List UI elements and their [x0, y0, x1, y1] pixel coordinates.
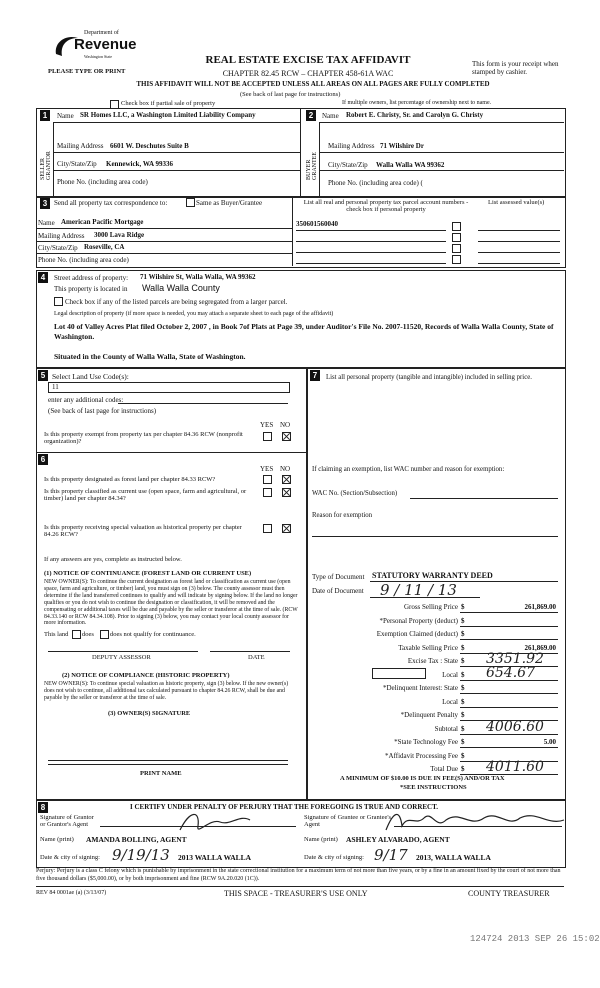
amount-label: Taxable Selling Price	[398, 643, 458, 652]
parcel-4-checkbox[interactable]	[452, 255, 461, 264]
buyer-city[interactable]: Walla Walla WA 99362	[376, 161, 445, 169]
minimum-note: A MINIMUM OF $10.00 IS DUE IN FEE(S) AND/OR TAX	[340, 775, 505, 782]
parcel-number[interactable]: 350601560040	[296, 220, 338, 228]
legal-label: Legal description of property (if more space is needed, you may attach a separate sheet to each page of the affidavit)	[54, 311, 334, 317]
amount-value[interactable]: 3351.92	[486, 651, 544, 667]
s6-no-label: NO	[280, 465, 291, 473]
corr-name-label: Name	[38, 219, 55, 227]
county-treasurer: COUNTY TREASURER	[468, 889, 550, 898]
does-not-label: does not qualify for continuance.	[110, 631, 196, 638]
buyer-city-label: City/State/Zip	[328, 161, 368, 169]
amount-line	[460, 639, 558, 640]
section-7-number: 7	[310, 370, 320, 381]
exempt-no-checkbox[interactable]	[282, 432, 291, 441]
forest-yes-checkbox[interactable]	[263, 475, 272, 484]
forest-question: Is this property designated as forest land per chapter 84.33 RCW?	[44, 476, 216, 483]
amount-value[interactable]: 5.00	[543, 738, 556, 746]
segregated-checkbox[interactable]	[54, 297, 63, 306]
doc-type-label: Type of Document	[312, 573, 365, 581]
grantor-city[interactable]: 2013 WALLA WALLA	[178, 853, 252, 862]
perjury-note: Perjury: Perjury is a class C felony which is punishable by imprisonment in the state correctional institution for a maximum term of not more than five years, or by a fine in an amount fixed by the court of not more than five thousand dollars ($5,000.00), or by both imprisonment and fine (RCW 9A.20.020 (1C)).	[36, 868, 561, 882]
owner-signature-label: (3) OWNER(S) SIGNATURE	[108, 710, 191, 717]
section-6-number: 6	[38, 454, 48, 465]
exempt-question: Is this property exempt from property tax per chapter 84.36 RCW (nonprofit organization)?	[44, 431, 243, 445]
section-8-number: 8	[38, 802, 48, 813]
amount-line	[460, 707, 558, 708]
seller-side-label: SELLER GRANTOR	[40, 151, 52, 180]
grantee-signature-label: Signature of Grantee or Grantee's Agent	[304, 814, 392, 828]
forest-no-checkbox[interactable]	[282, 475, 291, 484]
section-4-number: 4	[38, 272, 48, 283]
current-use-question: Is this property classified as current use (open space, farm and agricultural, or timber) land per chapter 84.34?	[44, 488, 247, 502]
send-correspondence-label: Send all property tax correspondence to:	[54, 199, 168, 207]
s5-no-label: NO	[280, 421, 291, 429]
land-use-value: 11	[52, 383, 59, 391]
historic-no-checkbox[interactable]	[282, 524, 291, 533]
assessed-header: List assessed value(s)	[488, 199, 545, 206]
same-as-buyer-label: Same as Buyer/Grantee	[196, 199, 263, 207]
currency-symbol: $	[461, 670, 465, 679]
currency-symbol: $	[461, 711, 465, 719]
corr-mailing-label: Mailing Address	[38, 232, 85, 240]
reason-label: Reason for exemption	[312, 512, 373, 519]
parcel-3-checkbox[interactable]	[452, 244, 461, 253]
same-as-buyer-checkbox[interactable]	[186, 198, 195, 207]
logo-name: Revenue	[74, 36, 137, 53]
buyer-name[interactable]: Robert E. Christy, Sr. and Carolyn G. Christy	[346, 111, 484, 119]
deputy-assessor-label: DEPUTY ASSESSOR	[92, 654, 151, 661]
currency-symbol: $	[461, 643, 465, 652]
amount-line	[460, 612, 558, 613]
amount-label: Local	[442, 697, 458, 706]
currency-symbol: $	[461, 738, 465, 746]
buyer-mailing[interactable]: 71 Wilshire Dr	[380, 142, 424, 150]
amount-label: Local	[442, 670, 458, 679]
please-type: PLEASE TYPE OR PRINT	[48, 68, 126, 75]
amount-value[interactable]: 261,869.00	[524, 603, 556, 611]
corr-city[interactable]: Roseville, CA	[84, 243, 125, 251]
amount-label: Excise Tax : State	[407, 657, 458, 665]
grantee-signature	[380, 806, 570, 836]
seller-mailing-label: Mailing Address	[57, 142, 104, 150]
section-2-number: 2	[306, 110, 316, 121]
wac-label: WAC No. (Section/Subsection)	[312, 490, 398, 497]
currency-symbol: $	[461, 751, 465, 760]
amount-value[interactable]: 654.67	[486, 664, 535, 681]
revision-label: REV 84 0001ae (a) (3/13/07)	[36, 890, 107, 896]
buyer-side-label: BUYER GRANTEE	[306, 152, 318, 180]
see-back: (See back of last page for instructions)	[240, 91, 341, 98]
multiple-owners-note: If multiple owners, list percentage of ownership next to name.	[342, 100, 492, 106]
notice1-title: (1) NOTICE OF CONTINUANCE (FOREST LAND OR CURRENT USE)	[44, 570, 252, 577]
currency-symbol: $	[461, 684, 465, 692]
grantor-signature-label: Signature of Grantor or Grantor's Agent	[40, 814, 94, 828]
historic-yes-checkbox[interactable]	[263, 524, 272, 533]
legal-description[interactable]: Lot 40 of Valley Acres Plat filed October 2, 2007 , in Book 7of Plats at Page 39, under Auditor's File No. 2007-11520, Records of Walla Walla County, State of Washington.	[54, 322, 554, 341]
grantor-name[interactable]: AMANDA BOLLING, AGENT	[86, 835, 187, 844]
land-use-see-back: (See back of last page for instructions)	[48, 407, 157, 415]
does-label: does	[82, 631, 94, 638]
date-label: DATE	[248, 654, 265, 661]
currency-symbol: $	[461, 765, 465, 773]
amount-line	[460, 693, 558, 694]
street-label: Street address of property:	[54, 274, 129, 282]
currency-symbol: $	[461, 630, 465, 638]
amount-label: Total Due	[430, 765, 458, 773]
grantor-date-label: Date & city of signing:	[40, 854, 100, 861]
logo-state: Washington State	[84, 54, 113, 59]
parcel-header: List all real and personal property tax parcel account numbers - check box if personal property	[303, 199, 469, 213]
does-not-checkbox[interactable]	[100, 630, 109, 639]
receipt-stamp: 124724 2013 SEP 26 15:02	[470, 934, 600, 944]
doc-type-value[interactable]: STATUTORY WARRANTY DEED	[372, 571, 493, 580]
treasurer-use: THIS SPACE - TREASURER'S USE ONLY	[224, 889, 368, 898]
partial-sale-label: Check box if partial sale of property	[121, 100, 216, 107]
seller-phone-label: Phone No. (including area code)	[57, 178, 148, 186]
grantee-city[interactable]: 2013, WALLA WALLA	[416, 853, 491, 862]
seller-city-label: City/State/Zip	[57, 160, 97, 168]
seller-name-label: Name	[57, 112, 74, 120]
this-land-label: This land	[44, 631, 69, 638]
form-warning: THIS AFFIDAVIT WILL NOT BE ACCEPTED UNLESS ALL AREAS ON ALL PAGES ARE FULLY COMPLETED	[136, 80, 490, 88]
currency-symbol: $	[461, 603, 465, 611]
amount-value[interactable]: 4006.60	[486, 718, 544, 735]
buyer-name-label: Name	[322, 112, 339, 120]
current-use-no-checkbox[interactable]	[282, 488, 291, 497]
amount-label: Exemption Claimed (deduct)	[376, 630, 458, 638]
seller-name[interactable]: SR Homes LLC, a Washington Limited Liability Company	[80, 111, 256, 119]
historic-question: Is this property receiving special valuation as historical property per chapter 84.26 RCW?	[44, 524, 242, 538]
amount-label: *Delinquent Penalty	[400, 711, 458, 719]
grantee-date[interactable]: 9/17	[374, 846, 408, 864]
seller-city[interactable]: Kennewick, WA 99336	[106, 160, 173, 168]
amount-line	[460, 626, 558, 627]
see-instructions: *SEE INSTRUCTIONS	[400, 784, 467, 791]
section-1-number: 1	[40, 110, 50, 121]
buyer-mailing-label: Mailing Address	[328, 142, 375, 150]
amount-label: Gross Selling Price	[403, 603, 458, 611]
section-5-number: 5	[38, 370, 48, 381]
local-code-box[interactable]	[372, 668, 426, 679]
corr-name[interactable]: American Pacific Mortgage	[61, 218, 144, 226]
street-address[interactable]: 71 Wilshire St, Walla Walla, WA 99362	[140, 273, 256, 281]
s5-yes-label: YES	[260, 421, 274, 429]
currency-symbol: $	[461, 697, 465, 706]
county-label: This property is located in	[54, 285, 128, 293]
receipt-note: This form is your receipt when stamped by cashier.	[472, 60, 559, 76]
form-chapter: CHAPTER 82.45 RCW – CHAPTER 458-61A WAC	[222, 69, 394, 78]
personal-property-label: List all personal property (tangible and intangible) included in selling price.	[326, 374, 532, 381]
logo-dept: Department of	[84, 30, 119, 36]
doc-date-value[interactable]: 9 / 11 / 13	[380, 581, 457, 599]
land-use-label: Select Land Use Code(s):	[52, 372, 129, 381]
print-name-label: PRINT NAME	[140, 770, 182, 777]
amount-label: *Personal Property (deduct)	[379, 616, 458, 625]
grantor-date[interactable]: 9/19/13	[112, 846, 170, 864]
buyer-phone-label: Phone No. (including area code) (	[328, 179, 423, 187]
section-3-number: 3	[40, 198, 50, 209]
notice1-text: NEW OWNER(S): To continue the current designation as forest land or classification as current use (open space, farm and agriculture, or timber) land, you must sign on (3) below. The county assessor must then determine if the land transferred continues to qualify and will indicate by signing below. If the land no longer qualifies or you do not wish to continue the designation or classification, it will be removed and the compensating or additional taxes will be due and payable by the seller or transferor at the time of sale. (RCW 84.33.140 or RCW 84.34.108). Prior to signing (3) below, you may contact your local county assessor for more information.	[44, 579, 298, 627]
currency-symbol: $	[461, 724, 465, 733]
logo	[52, 28, 137, 64]
currency-symbol: $	[461, 616, 465, 625]
situated-text: Situated in the County of Walla Walla, State of Washington.	[54, 352, 246, 361]
amount-line	[460, 747, 558, 748]
current-use-yes-checkbox[interactable]	[263, 488, 272, 497]
grantee-date-label: Date & city of signing:	[304, 854, 364, 861]
currency-symbol: $	[461, 657, 465, 665]
corr-city-label: City/State/Zip	[38, 244, 78, 252]
grantee-name[interactable]: ASHLEY ALVARADO, AGENT	[346, 835, 450, 844]
seller-mailing[interactable]: 6601 W. Deschutes Suite B	[110, 142, 189, 150]
amount-label: *State Technology Fee	[394, 738, 458, 746]
notice2-title: (2) NOTICE OF COMPLIANCE (HISTORIC PROPERTY)	[62, 672, 230, 679]
doc-date-label: Date of Document	[312, 587, 364, 595]
corr-mailing[interactable]: 3000 Lava Ridge	[94, 231, 145, 239]
amount-label: Subtotal	[434, 724, 458, 733]
corr-phone-label: Phone No. (including area code)	[38, 256, 129, 264]
notice2-text: NEW OWNER(S): To continue special valuation as historic property, sign (3) below. If the new owner(s) does not wish to continue, all additional tax calculated pursuant to chapter 84.26 RCW, shall be due and payable by the seller or transferor at the time of sale.	[44, 681, 289, 701]
parcel-1-checkbox[interactable]	[452, 222, 461, 231]
amount-label: *Affidavit Processing Fee	[385, 751, 458, 760]
certify-statement: I CERTIFY UNDER PENALTY OF PERJURY THAT THE FOREGOING IS TRUE AND CORRECT.	[130, 803, 439, 811]
form-title: REAL ESTATE EXCISE TAX AFFIDAVIT	[205, 54, 411, 66]
land-use-input[interactable]	[48, 382, 290, 393]
amount-value[interactable]: 4011.60	[486, 759, 544, 775]
if-yes-text: If any answers are yes, complete as instructed below.	[44, 556, 182, 563]
does-checkbox[interactable]	[72, 630, 81, 639]
amount-value[interactable]: 261,869.00	[524, 643, 556, 652]
amount-label: *Delinquent Interest: State	[382, 684, 458, 692]
grantee-name-label: Name (print)	[304, 836, 338, 843]
exemption-question: If claiming an exemption, list WAC number and reason for exemption:	[312, 466, 505, 473]
parcel-2-checkbox[interactable]	[452, 233, 461, 242]
exempt-yes-checkbox[interactable]	[263, 432, 272, 441]
grantor-name-label: Name (print)	[40, 836, 74, 843]
s6-yes-label: YES	[260, 465, 274, 473]
grantor-signature	[170, 808, 260, 838]
segregated-label: Check box if any of the listed parcels are being segregated from a larger parcel.	[65, 298, 288, 306]
county-value[interactable]: Walla Walla County	[142, 283, 220, 293]
additional-codes-label: enter any additional codes:	[48, 396, 124, 404]
